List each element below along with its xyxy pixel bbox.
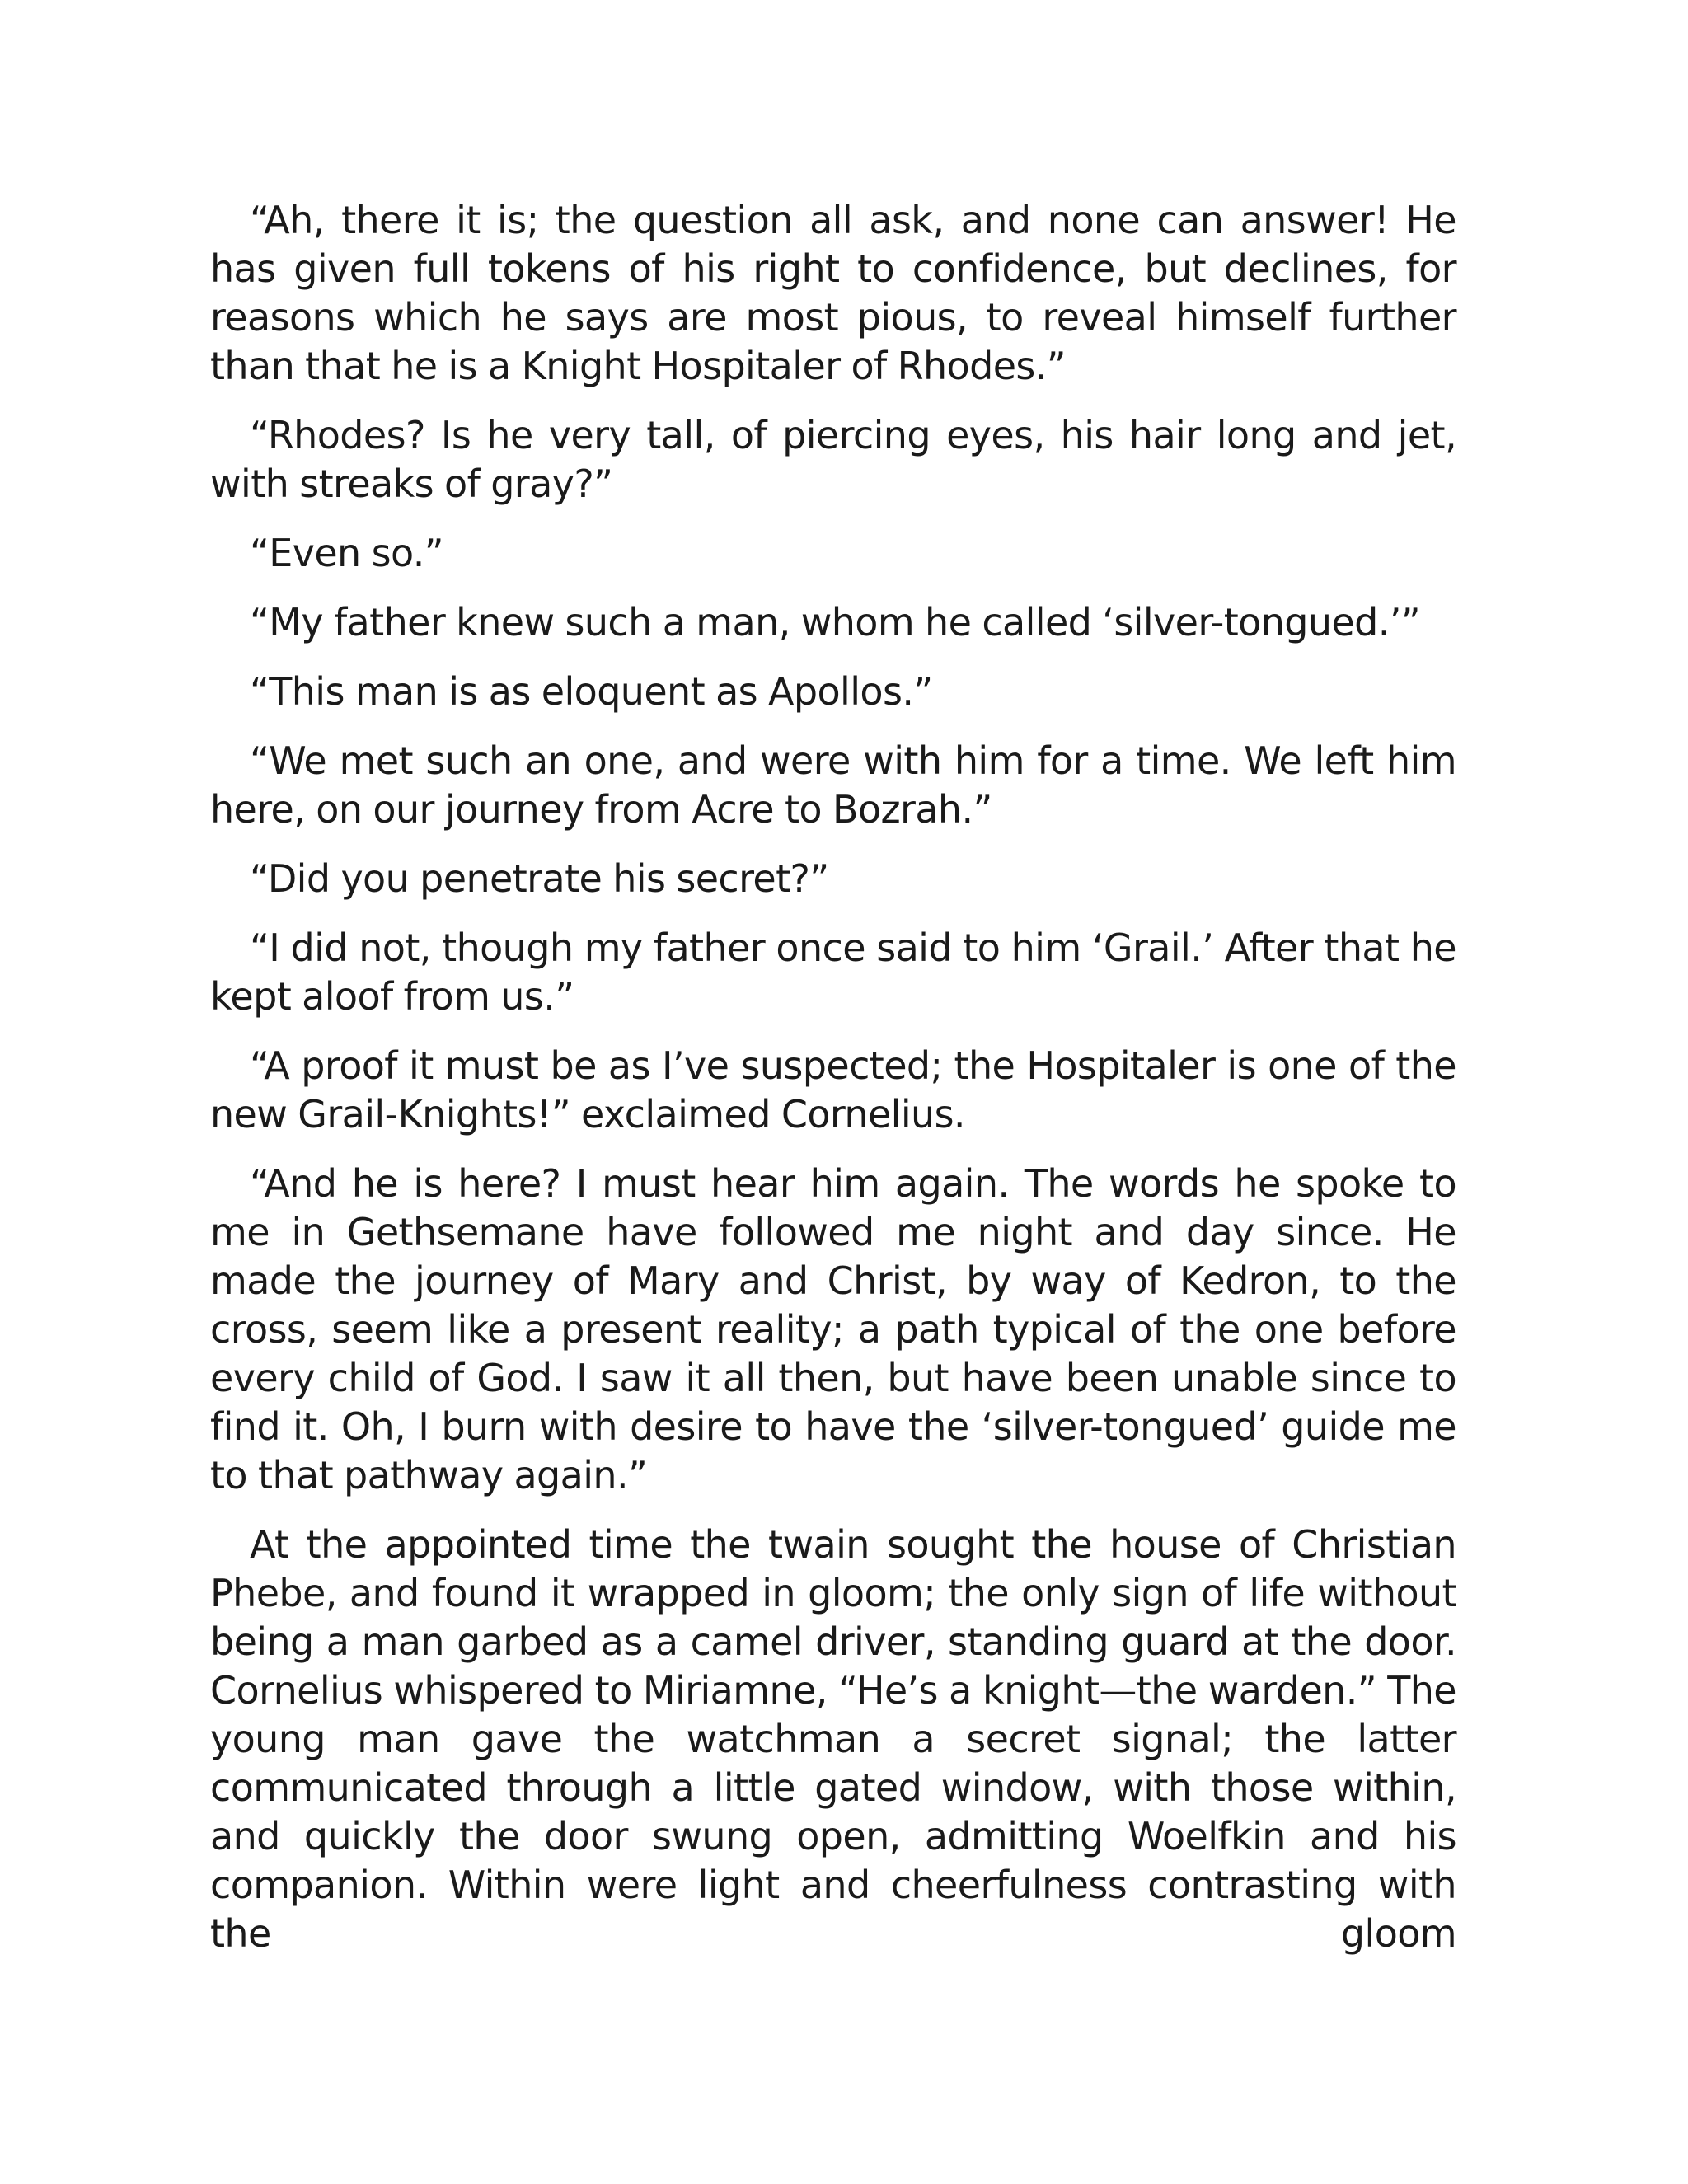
page-body <box>210 196 1456 1958</box>
paragraph: “I did not, though my father once said to him ‘Grail.’ After that he kept aloof from us.” <box>210 926 1456 1019</box>
paragraph: “Ah, there it is; the question all ask, and none can answer! He has given full tokens of his right to confidence, but declines, for reasons which he says are most pious, to reveal himself further than that he is a Knight Hospitaler of Rhodes.” <box>210 198 1456 388</box>
paragraph: “Did you penetrate his secret?” <box>250 856 829 901</box>
paragraph: “My father knew such a man, whom he called ‘silver-tongued.’” <box>250 600 1420 644</box>
paragraph: “This man is as eloquent as Apollos.” <box>250 669 933 714</box>
paragraph: At the appointed time the twain sought the house of Christian Phebe, and found it wrapped in gloom; the only sign of life without being a man garbed as a camel driver, standing guard at the door. Cornelius whispered to Miriamne, “He’s a knight—the warden.” The young man gave the watchman a secret signal; the latter communicated through a little gated window, with those within, and quickly the door swung open, admitting Woelfkin and his companion. Within were light and cheerfulness contrasting with the gloom <box>210 1522 1456 1956</box>
paragraph: “We met such an one, and were with him for a time. We left him here, on our journey from Acre to Bozrah.” <box>210 738 1456 832</box>
paragraph: “And he is here? I must hear him again. The words he spoke to me in Gethsemane have followed me night and day since. He made the journey of Mary and Christ, by way of Kedron, to the cross, seem like a present reality; a path typical of the one before every child of God. I saw it all then, but have been unable since to find it. Oh, I burn with desire to have the ‘silver-tongued’ guide me to that pathway again.” <box>210 1161 1456 1497</box>
paragraph: “Rhodes? Is he very tall, of piercing eyes, his hair long and jet, with streaks of gray?” <box>210 413 1456 506</box>
paragraph: “Even so.” <box>250 531 443 575</box>
paragraph: “A proof it must be as I’ve suspected; the Hospitaler is one of the new Grail-Knights!” exclaimed Cornelius. <box>210 1043 1456 1137</box>
